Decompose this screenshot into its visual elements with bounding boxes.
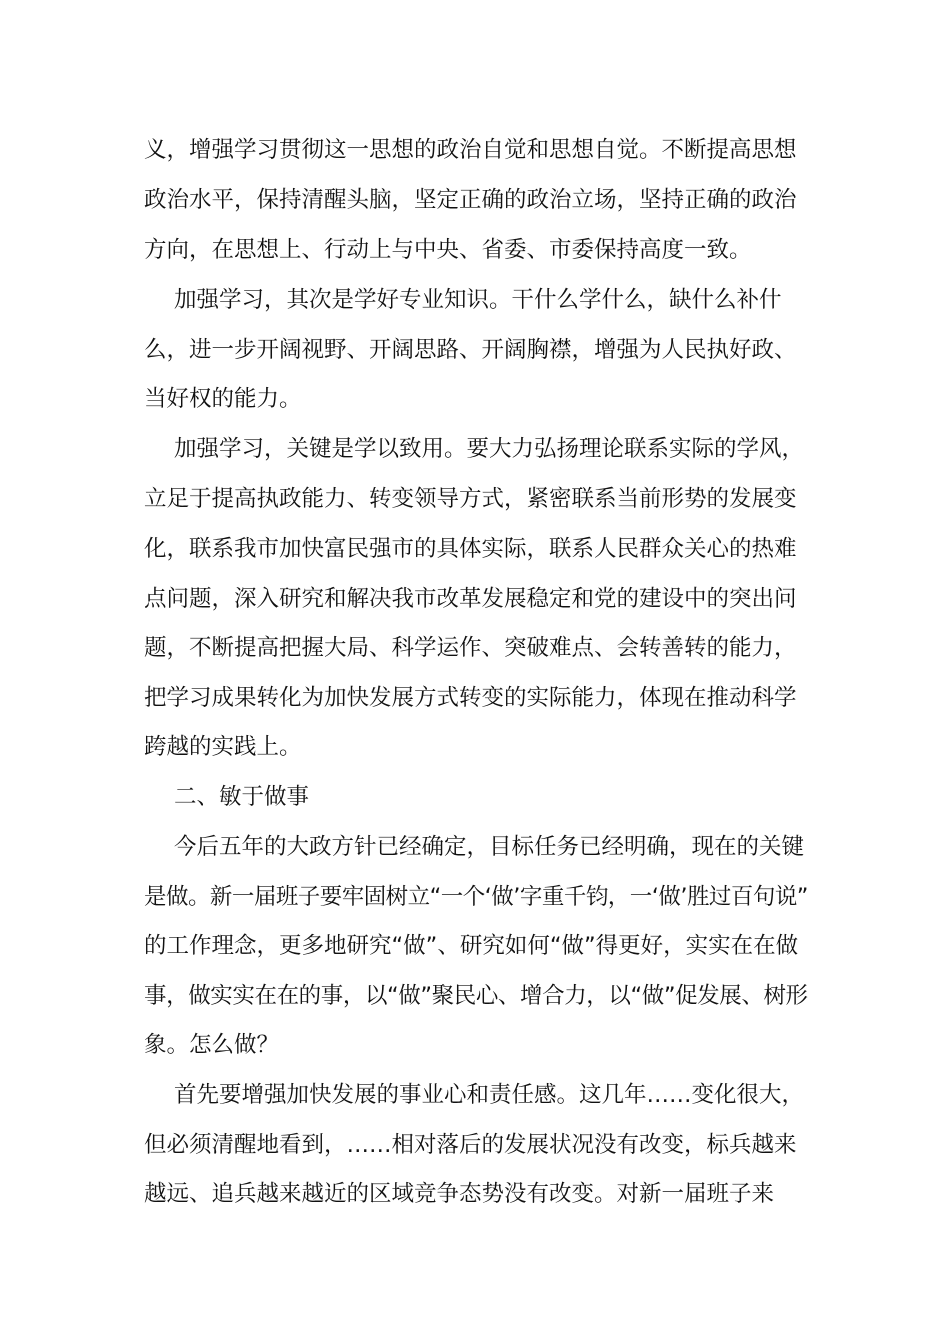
text-line: 政治水平，保持清醒头脑，坚定正确的政治立场，坚持正确的政治	[144, 187, 797, 213]
text-line: 加强学习，其次是学好专业知识。干什么学什么，缺什么补什	[174, 287, 782, 313]
text-line: 加强学习，关键是学以致用。要大力弘扬理论联系实际的学风，	[174, 436, 805, 462]
text-line: 是做。新一届班子要牢固树立“一个‘做’字重千钧，一‘做’胜过百句说”	[144, 884, 808, 910]
text-line: 义，增强学习贯彻这一思想的政治自觉和思想自觉。不断提高思想	[144, 137, 797, 163]
text-line: 把学习成果转化为加快发展方式转变的实际能力，体现在推动科学	[144, 685, 797, 711]
text-line: 跨越的实践上。	[144, 734, 302, 760]
text-line: 化，联系我市加快富民强市的具体实际，联系人民群众关心的热难	[144, 536, 797, 562]
text-line: 题，不断提高把握大局、科学运作、突破难点、会转善转的能力，	[144, 635, 797, 661]
text-line: 今后五年的大政方针已经确定，目标任务已经明确，现在的关键	[174, 834, 805, 860]
text-line: 么，进一步开阔视野、开阔思路、开阔胸襟，增强为人民执好政、	[144, 337, 797, 363]
text-line: 越远、追兵越来越近的区域竞争态势没有改变。对新一届班子来	[144, 1181, 775, 1207]
text-line: 事，做实实在在的事，以“做”聚民心、增合力，以“做”促发展、树形	[144, 983, 808, 1009]
text-line: 首先要增强加快发展的事业心和责任感。这几年……变化很大，	[174, 1082, 805, 1108]
section-heading: 二、敏于做事	[174, 784, 310, 810]
text-line: 点问题，深入研究和解决我市改革发展稳定和党的建设中的突出问	[144, 586, 797, 612]
text-line: 方向，在思想上、行动上与中央、省委、市委保持高度一致。	[144, 237, 752, 263]
text-line: 但必须清醒地看到，……相对落后的发展状况没有改变，标兵越来	[144, 1132, 797, 1158]
text-line: 立足于提高执政能力、转变领导方式，紧密联系当前形势的发展变	[144, 486, 797, 512]
text-line: 的工作理念，更多地研究“做”、研究如何“做”得更好，实实在在做	[144, 933, 799, 959]
text-line: 当好权的能力。	[144, 386, 302, 412]
text-line: 象。怎么做？	[144, 1032, 280, 1058]
